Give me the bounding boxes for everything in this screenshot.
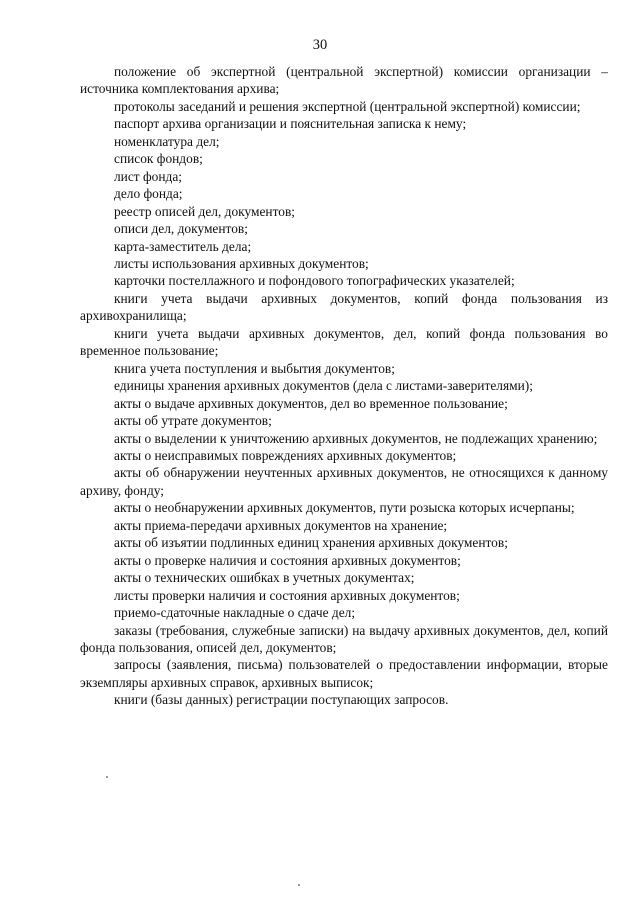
list-item: книги учета выдачи архивных документов, копий фонда пользования из архивохранилища; bbox=[80, 290, 608, 324]
list-item: акты приема-передачи архивных документов на хранение; bbox=[114, 517, 448, 533]
list-item: книга учета поступления и выбытия документов; bbox=[114, 360, 395, 376]
list-item: книги учета выдачи архивных документов, дел, копий фонда пользования во временное пользование; bbox=[80, 325, 608, 359]
list-item: акты о проверке наличия и состояния архивных документов; bbox=[114, 552, 461, 568]
list-item: акты о выдаче архивных документов, дел во временное пользование; bbox=[114, 395, 508, 411]
list-item: паспорт архива организации и пояснительная записка к нему; bbox=[114, 116, 467, 132]
document-body bbox=[80, 63, 608, 709]
list-item: акты о неисправимых повреждениях архивных документов; bbox=[114, 447, 457, 463]
list-item: номенклатура дел; bbox=[114, 133, 220, 149]
list-item: акты об обнаружении неучтенных архивных документов, не относящихся к данному архиву, фонду; bbox=[80, 465, 608, 498]
list-item: акты о технических ошибках в учетных документах; bbox=[114, 570, 415, 586]
list-item: положение об экспертной (центральной экспертной) комиссии организации – источника комплектования архива; bbox=[80, 64, 608, 97]
list-item: приемо-сдаточные накладные о сдаче дел; bbox=[114, 605, 356, 621]
list-item: акты о необнаружении архивных документов, пути розыска которых исчерпаны; bbox=[114, 500, 575, 516]
scan-speck bbox=[106, 776, 108, 778]
list-item: листы использования архивных документов; bbox=[114, 255, 369, 271]
list-item: акты об утрате документов; bbox=[114, 413, 272, 429]
page-number: 30 bbox=[312, 37, 328, 53]
list-item: список фондов; bbox=[114, 151, 203, 167]
list-item: описи дел, документов; bbox=[114, 221, 248, 237]
list-item: протоколы заседаний и решения экспертной (центральной экспертной) комиссии; bbox=[114, 98, 581, 114]
list-item: листы проверки наличия и состояния архивных документов; bbox=[114, 587, 460, 603]
list-item: запросы (заявления, письма) пользователей о предоставлении информации, вторые экземпляры архивных справок, архивных выписок; bbox=[80, 657, 608, 690]
list-item: акты о выделении к уничтожению архивных документов, не подлежащих хранению; bbox=[114, 430, 598, 446]
list-item: единицы хранения архивных документов (дела с листами-заверителями); bbox=[114, 378, 533, 394]
list-item: заказы (требования, служебные записки) на выдачу архивных документов, дел, копий фонда пользования, описей дел, документов; bbox=[80, 622, 608, 655]
scan-speck bbox=[298, 884, 300, 886]
list-item: карта-заместитель дела; bbox=[114, 238, 252, 254]
list-item: реестр описей дел, документов; bbox=[114, 203, 295, 219]
list-item: дело фонда; bbox=[114, 186, 183, 202]
list-item: лист фонда; bbox=[114, 168, 183, 184]
list-item: карточки постеллажного и пофондового топографических указателей; bbox=[114, 273, 515, 289]
list-item: книги (базы данных) регистрации поступающих запросов. bbox=[114, 692, 449, 708]
list-item: акты об изъятии подлинных единиц хранения архивных документов; bbox=[114, 535, 508, 551]
